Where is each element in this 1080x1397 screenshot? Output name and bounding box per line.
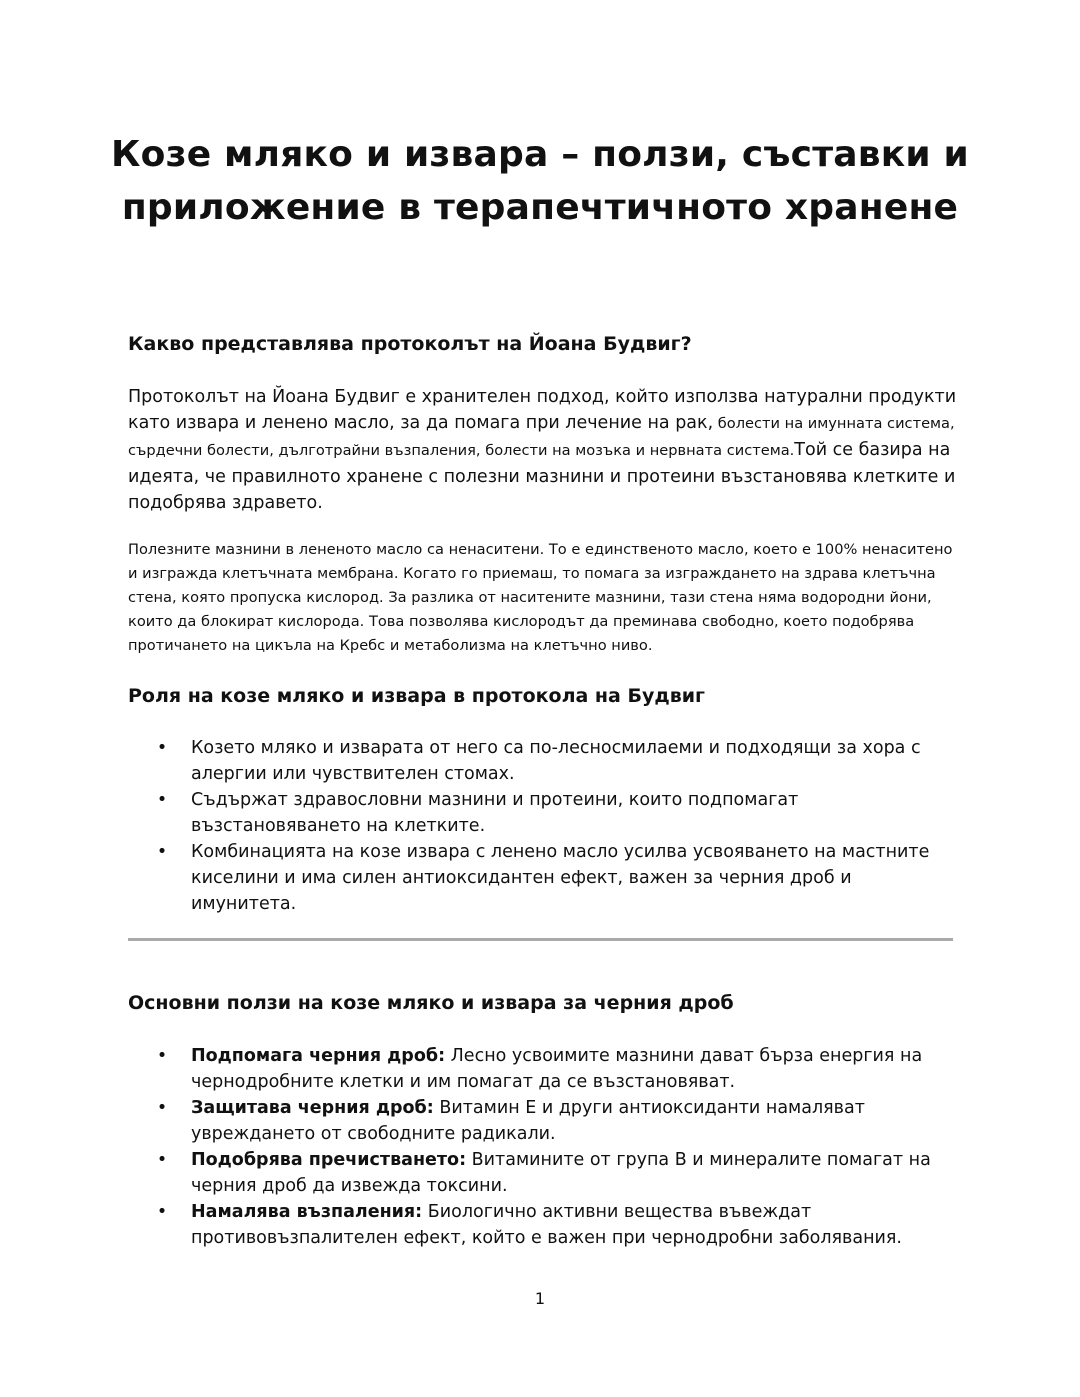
bullet-icon: • — [156, 1202, 168, 1222]
intro-text-part-3: Той се базира на идеята, че правилното хранене с полезни мазнини и протеини възстановява клетките и подобрява здравето. — [128, 440, 956, 513]
list-item — [128, 839, 958, 917]
bullet-icon: • — [156, 842, 168, 862]
list-item — [128, 787, 958, 839]
bullet-icon: • — [156, 1098, 168, 1118]
list-item — [128, 1043, 958, 1095]
list-item — [128, 1095, 958, 1147]
page-number: 1 — [534, 1289, 546, 1308]
list-item-text: Козето мляко и изварата от него са по-лесносмилаеми и подходящи за хора с алергии или чувствителен стомах. — [191, 738, 921, 784]
page-title — [100, 128, 980, 234]
benefit-term: Защитава черния дроб: — [191, 1098, 434, 1118]
section-heading-goat-milk-role: Роля на козе мляко и извара в протокола на Будвиг — [128, 685, 705, 707]
list-item-text: Съдържат здравословни мазнини и протеини, които подпомагат възстановяването на клетките. — [191, 790, 799, 836]
section-heading-budwig-protocol: Какво представлява протоколът на Йоана Будвиг? — [128, 333, 692, 355]
list-item — [128, 735, 958, 787]
benefit-term: Намалява възпаления: — [191, 1202, 423, 1222]
horizontal-divider — [128, 938, 953, 941]
benefit-text: Биологично активни вещества въвеждат противовъзпалителен ефект, който е важен при чернодробни заболявания. — [191, 1202, 902, 1248]
intro-text-part-2: болести на имунната система, сърдечни болести, дълготрайни възпаления, болести на мозъка и нервната система. — [128, 415, 955, 459]
bullet-icon: • — [156, 790, 168, 810]
intro-text-part-1: Протоколът на Йоана Будвиг е хранителен подход, който използва натурални продукти като извара и ленено масло, за да помага при лечение на рак, — [128, 387, 957, 433]
title-line-2: приложение в терапечтичното хранене — [121, 187, 959, 228]
benefit-text: Лесно усвоимите мазнини дават бърза енергия на чернодробните клетки и им помагат да се възстановяват. — [191, 1046, 923, 1092]
benefit-term: Подобрява пречистването: — [191, 1150, 467, 1170]
list-item-text: Комбинацията на козе извара с ленено масло усилва усвояването на мастните киселини и има силен антиоксидантен ефект, важен за черния дроб и имунитета. — [191, 842, 930, 914]
list-liver-benefits — [128, 1043, 958, 1251]
list-goat-milk-role — [128, 735, 958, 917]
benefit-term: Подпомага черния дроб: — [191, 1046, 446, 1066]
bullet-icon: • — [156, 1150, 168, 1170]
section-heading-liver-benefits: Основни ползи на козе мляко и извара за черния дроб — [128, 992, 734, 1014]
paragraph-protocol-intro — [128, 384, 958, 516]
list-item — [128, 1199, 958, 1251]
bullet-icon: • — [156, 1046, 168, 1066]
paragraph-linseed-oil-fats: Полезните мазнини в лененото масло са ненаситени. То е единственото масло, което е 100% ненаситено и изгражда клетъчната мембрана. Когато го приемаш, то помага за изграждането на здрава клетъчна стена, която пропуска кислород. За разлика от наситените мазнини, тази стена няма водородни йони, които да блокират кислорода. Това позволява кислородът да преминава свободно, което подобрява протичането на цикъла на Кребс и метаболизма на клетъчно ниво. — [128, 541, 953, 654]
benefit-text: Витамин Е и други антиоксиданти намаляват увреждането от свободните радикали. — [191, 1098, 865, 1144]
list-item — [128, 1147, 958, 1199]
bullet-icon: • — [156, 738, 168, 758]
benefit-text: Витамините от група B и минералите помагат на черния дроб да извежда токсини. — [191, 1150, 931, 1196]
title-line-1: Козе мляко и извара – ползи, съставки и — [111, 134, 969, 175]
